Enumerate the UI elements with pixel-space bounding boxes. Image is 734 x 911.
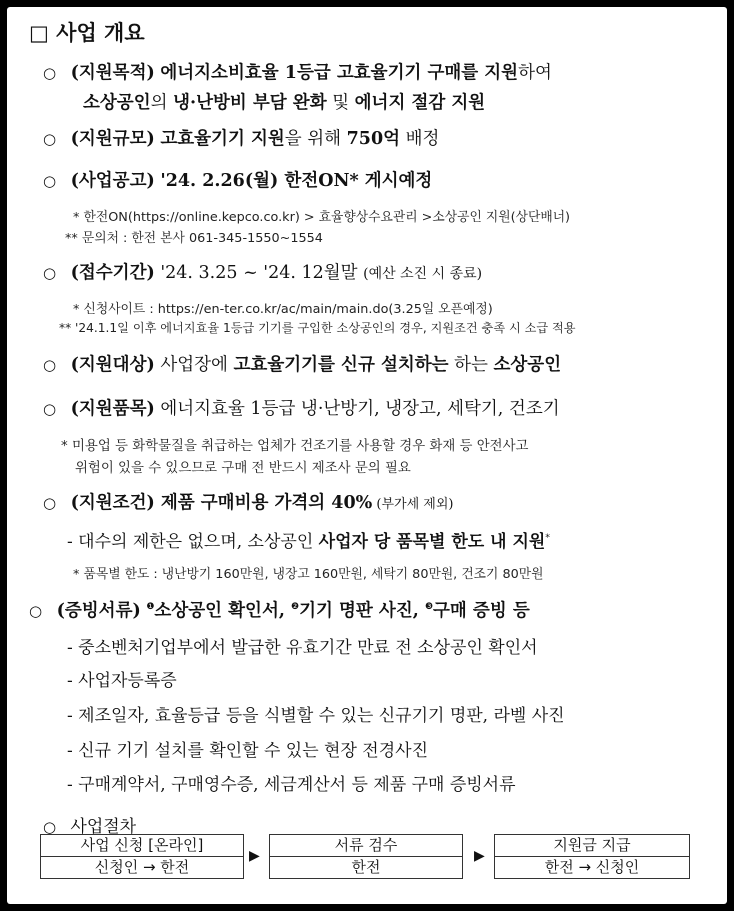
notice-note-1: * 한전ON(https://online.kepco.co.kr) > 효율향상수요관리 >소상공인 지원(상단배너) xyxy=(73,210,571,225)
period-label: (접수기간) xyxy=(70,263,155,283)
scale-label: (지원규모) xyxy=(70,129,155,149)
scale-rest: 배정 xyxy=(400,129,440,149)
process-step-review xyxy=(269,834,463,879)
items-line xyxy=(43,395,727,420)
target-text-d: 소상공인 xyxy=(493,355,562,375)
step-flow: 신청인 → 한전 xyxy=(94,858,190,876)
condition-line xyxy=(43,489,727,514)
notice-text: '24. 2.26(월) 한전ON* 게시예정 xyxy=(160,171,433,191)
purpose-rest: 하여 xyxy=(518,63,552,83)
purpose-text-e: 에너지 절감 지원 xyxy=(354,93,486,113)
purpose-text-d: 및 xyxy=(326,93,355,113)
target-label: (지원대상) xyxy=(70,355,155,375)
bullet: ○ xyxy=(43,172,57,190)
target-text-c: 하는 xyxy=(448,355,494,375)
items-label: (지원품목) xyxy=(70,399,155,419)
marker-1: ❶ xyxy=(146,602,155,613)
period-line xyxy=(43,259,727,284)
bullet: ○ xyxy=(43,64,57,82)
purpose-line-1 xyxy=(43,59,727,84)
step-flow: 한전 → 신청인 xyxy=(544,858,640,876)
notice-line xyxy=(43,167,727,192)
step-title: 지원금 지급 xyxy=(495,835,689,857)
bullet: ○ xyxy=(29,602,43,620)
documents-line xyxy=(29,597,727,622)
target-text-b: 고효율기기를 신규 설치하는 xyxy=(233,355,449,375)
period-note-2: ** '24.1.1일 이후 에너지효율 1등급 기기를 구입한 소상공인의 경우, 지원조건 충족 시 소급 적용 xyxy=(59,321,576,335)
process-label: 사업절차 xyxy=(70,817,137,837)
bullet: ○ xyxy=(43,494,57,512)
purpose-label: (지원목적) xyxy=(70,63,155,83)
purpose-bold: 에너지소비효율 1등급 고효율기기 구매를 지원 xyxy=(160,63,519,83)
bullet: ○ xyxy=(43,130,57,148)
process-step-apply xyxy=(40,834,244,879)
items-text: 에너지효율 1등급 냉·난방기, 냉장고, 세탁기, 건조기 xyxy=(154,399,560,419)
condition-dash-bold: 사업자 당 품목별 한도 내 지원 xyxy=(318,532,546,552)
condition-note: * 품목별 한도 : 냉난방기 160만원, 냉장고 160만원, 세탁기 80만원, 건조기 80만원 xyxy=(73,567,544,582)
condition-dash-text: - 대수의 제한은 없으며, 소상공인 xyxy=(67,532,319,552)
bullet: ○ xyxy=(43,400,57,418)
period-note-1: * 신청사이트 : https://en-ter.co.kr/ac/main/main.do(3.25일 오픈예정) xyxy=(73,302,493,317)
purpose-text-a: 소상공인 xyxy=(83,93,151,113)
documents-list-item: - 중소벤처기업부에서 발급한 유효기간 만료 전 소상공인 확인서 xyxy=(67,638,538,658)
condition-dash-sup: * xyxy=(545,533,550,544)
bullet: ○ xyxy=(43,818,57,836)
purpose-text-b: 의 xyxy=(150,93,174,113)
scale-amount: 750억 xyxy=(346,129,401,149)
target-line xyxy=(43,351,727,376)
scale-mid: 을 위해 xyxy=(284,129,347,149)
documents-list-item: - 신규 기기 설치를 확인할 수 있는 현장 전경사진 xyxy=(67,741,428,761)
documents-item-2: 기기 명판 사진, xyxy=(299,601,425,621)
condition-paren: (부가세 제외) xyxy=(372,497,454,512)
notice-note-2: ** 문의처 : 한전 본사 061-345-1550~1554 xyxy=(65,231,323,246)
process-step-payment xyxy=(494,834,690,879)
marker-3: ❸ xyxy=(424,602,434,613)
condition-dash-line xyxy=(67,527,727,552)
period-text: '24. 3.25 ~ '24. 12월말 xyxy=(160,263,364,283)
documents-item-3: 구매 증빙 등 xyxy=(433,601,530,621)
items-note-1: * 미용업 등 화학물질을 취급하는 업체가 건조기를 사용할 경우 화재 등 안전사고 xyxy=(61,439,529,454)
documents-list-item: - 사업자등록증 xyxy=(67,671,177,691)
period-paren: (예산 소진 시 종료) xyxy=(363,266,483,282)
target-text-a: 사업장에 xyxy=(154,355,234,375)
bullet: ○ xyxy=(43,264,57,282)
arrow-right-icon: ▶ xyxy=(249,848,260,864)
section-title: □ 사업 개요 xyxy=(29,21,145,45)
scale-bold-1: 고효율기기 지원 xyxy=(160,129,285,149)
documents-list-item: - 제조일자, 효율등급 등을 식별할 수 있는 신규기기 명판, 라벨 사진 xyxy=(67,706,565,726)
step-title: 사업 신청 [온라인] xyxy=(41,835,243,857)
documents-label: (증빙서류) xyxy=(56,601,141,621)
condition-bold: 제품 구매비용 가격의 40% xyxy=(154,493,373,513)
document-page xyxy=(7,7,727,904)
condition-label: (지원조건) xyxy=(70,493,155,513)
step-flow: 한전 xyxy=(351,858,381,876)
notice-label: (사업공고) xyxy=(70,171,155,191)
purpose-line-2 xyxy=(83,89,727,114)
documents-item-1: 소상공인 확인서, xyxy=(154,601,292,621)
marker-2: ❷ xyxy=(291,602,300,613)
arrow-right-icon: ▶ xyxy=(474,848,485,864)
items-note-2: 위험이 있을 수 있으므로 구매 전 반드시 제조사 문의 필요 xyxy=(75,461,411,476)
documents-list-item: - 구매계약서, 구매영수증, 세금계산서 등 제품 구매 증빙서류 xyxy=(67,775,516,795)
scale-line xyxy=(43,125,727,150)
purpose-text-c: 냉·난방비 부담 완화 xyxy=(173,93,327,113)
bullet: ○ xyxy=(43,356,57,374)
step-title: 서류 검수 xyxy=(270,835,462,857)
